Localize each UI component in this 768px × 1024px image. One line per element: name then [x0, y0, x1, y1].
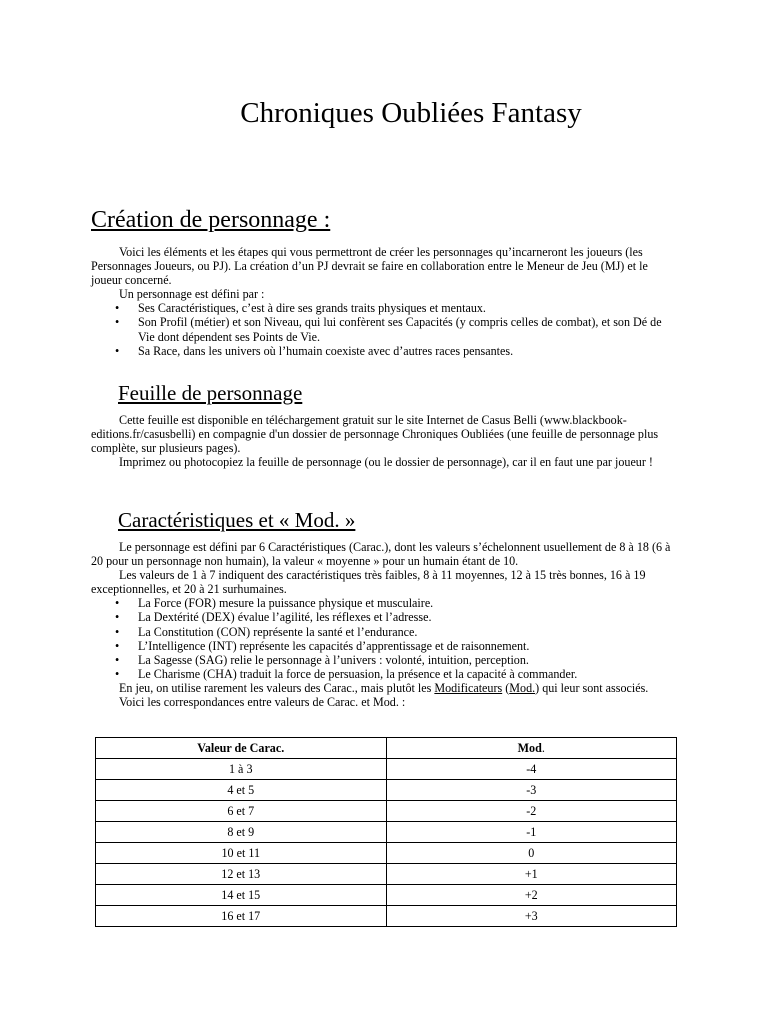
- table-row: 8 et 9 -1: [96, 822, 677, 843]
- bullet-icon: •: [115, 666, 120, 681]
- carac-paragraph-1: Le personnage est défini par 6 Caractéristiques (Carac.), dont les valeurs s’échelonnent usuellement de 8 à 18 (6 à 20 pour un personnage non humain), la valeur « moyenne » pour un humain étant de 10.: [91, 540, 671, 569]
- carac-bullet-list: [91, 596, 676, 681]
- carac-paragraph-4: Voici les correspondances entre valeurs de Carac. et Mod. :: [119, 695, 406, 710]
- creation-defined: Un personnage est défini par :: [119, 287, 265, 302]
- feuille-paragraph-1: Cette feuille est disponible en téléchargement gratuit sur le site Internet de Casus Belli (www.blackbook-editions.fr/casusbelli) en compagnie d'un dossier de personnage Chroniques Oubliées (une feuille de personnage plus complète, sur plusieurs pages).: [91, 413, 659, 456]
- list-item: • Sa Race, dans les univers où l’humain coexiste avec d’autres races pensantes.: [115, 343, 514, 358]
- creation-body: [91, 245, 676, 358]
- carac-mod-table: [95, 737, 677, 927]
- section-heading-creation: Création de personnage :: [91, 207, 331, 233]
- table-row: 14 et 15 +2: [96, 885, 677, 906]
- table-row: 12 et 13 +1: [96, 864, 677, 885]
- table-row: 10 et 11 0: [96, 843, 677, 864]
- table-row: 6 et 7 -2: [96, 801, 677, 822]
- list-item: • La Force (FOR) mesure la puissance physique et musculaire.: [115, 596, 434, 611]
- creation-bullet-list: [91, 301, 676, 357]
- bullet-icon: •: [115, 315, 120, 330]
- bullet-icon: •: [115, 624, 120, 639]
- bullet-icon: •: [115, 652, 120, 667]
- column-header-mod: Mod.: [386, 738, 677, 759]
- carac-body: [91, 540, 676, 709]
- table-row: 1 à 3 -4: [96, 759, 677, 780]
- bullet-icon: •: [115, 596, 120, 611]
- table-header-row: [96, 738, 677, 759]
- bullet-icon: •: [115, 301, 120, 316]
- section-heading-feuille: Feuille de personnage: [118, 381, 303, 405]
- carac-paragraph-3: En jeu, on utilise rarement les valeurs des Carac., mais plutôt les Modificateurs (Mod.) qui leur sont associés.: [119, 680, 649, 695]
- mod-link[interactable]: Mod.: [509, 680, 536, 695]
- list-item: • Le Charisme (CHA) traduit la force de persuasion, la présence et la capacité à commander.: [115, 666, 578, 681]
- list-item: • La Constitution (CON) représente la santé et l’endurance.: [115, 624, 418, 639]
- list-item: • La Dextérité (DEX) évalue l’agilité, les réflexes et l’adresse.: [115, 610, 432, 625]
- bullet-icon: •: [115, 343, 120, 358]
- creation-intro: Voici les éléments et les étapes qui vous permettront de créer les personnages qu’incarneront les joueurs (les Personnages Joueurs, ou PJ). La création d’un PJ devrait se faire en collaboration entre le Meneur de Jeu (MJ) et le joueur concerné.: [91, 245, 648, 288]
- list-item: • Ses Caractéristiques, c’est à dire ses grands traits physiques et mentaux.: [115, 301, 486, 316]
- modificateurs-link[interactable]: Modificateurs: [434, 680, 503, 695]
- document-title: Chroniques Oubliées Fantasy: [240, 97, 582, 129]
- table-row: 16 et 17 +3: [96, 906, 677, 927]
- feuille-paragraph-2: Imprimez ou photocopiez la feuille de personnage (ou le dossier de personnage), car il en faut une par joueur !: [119, 455, 653, 470]
- carac-paragraph-2: Les valeurs de 1 à 7 indiquent des caractéristiques très faibles, 8 à 11 moyennes, 12 à 15 très bonnes, 16 à 19 exceptionnelles, et 20 à 21 surhumaines.: [91, 568, 646, 597]
- bullet-icon: •: [115, 638, 120, 653]
- section-heading-carac: Caractéristiques et « Mod. »: [118, 508, 356, 532]
- list-item: • Son Profil (métier) et son Niveau, qui lui confèrent ses Capacités (y compris celles de combat), et son Dé de Vie dont dépendent ses Points de Vie.: [115, 315, 662, 344]
- feuille-body: [91, 413, 676, 469]
- column-header-valeur: Valeur de Carac.: [96, 738, 387, 759]
- list-item: • La Sagesse (SAG) relie le personnage à l’univers : volonté, intuition, perception.: [115, 652, 529, 667]
- list-item: • L’Intelligence (INT) représente les capacités d’apprentissage et de raisonnement.: [115, 638, 530, 653]
- table-row: 4 et 5 -3: [96, 780, 677, 801]
- bullet-icon: •: [115, 610, 120, 625]
